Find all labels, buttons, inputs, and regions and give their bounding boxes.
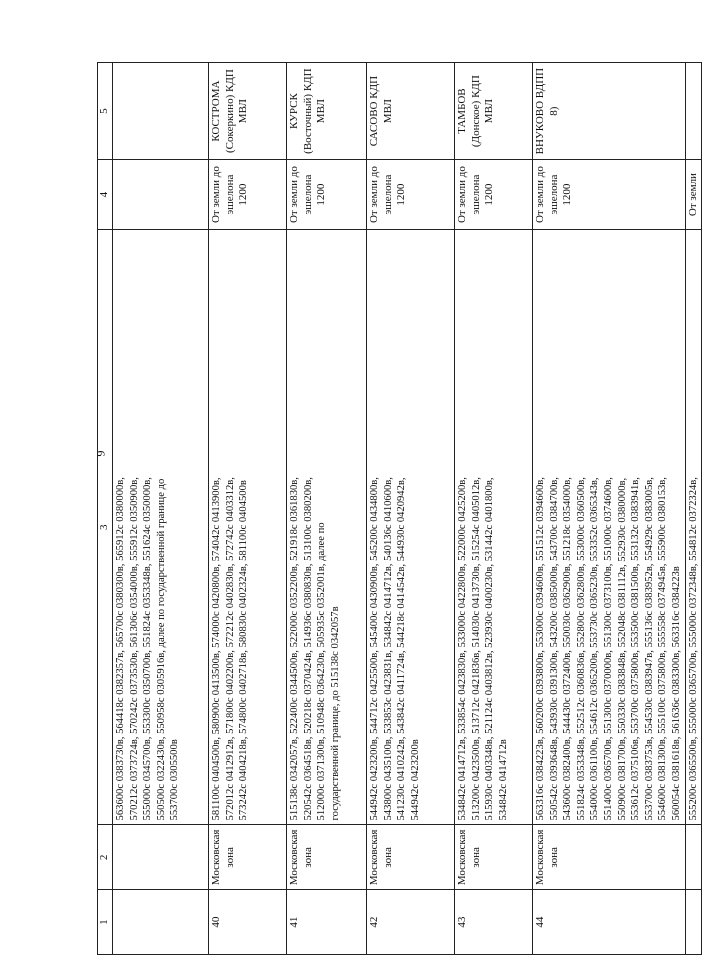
boundary-coordinates — [287, 229, 367, 824]
control-unit — [685, 63, 702, 160]
coordinate-line: 534842с 0414712в, 533854с 0423830в, 533000с 0422800в, 522000с 0425200в, — [457, 477, 468, 821]
row-number: 44 — [533, 890, 686, 955]
coordinate-line: 554000с 0361100в, 554612с 0365200в, 553730с 0365230в, 553352с 0365343в, — [589, 477, 601, 821]
coordinate-line: 570212с 0373724в, 570242с 0373530в, 561306с 0354000в, 555912с 0350900в, — [128, 477, 140, 821]
table-row — [455, 63, 533, 955]
zone-name: Московская зона — [287, 825, 367, 890]
coordinate-line: 563316с 0384223в, 560200с 0393800в, 553000с 0394600в, 551512с 0394600в, — [535, 477, 546, 821]
zone-name — [685, 825, 702, 890]
table-row — [367, 63, 455, 955]
table-row — [287, 63, 367, 955]
row-number: 43 — [455, 890, 533, 955]
coordinate-line: 553700с 0305500в — [169, 739, 181, 821]
coordinate-line: 572012с 0412912в, 571800с 0402200в, 572212с 0402830в, 572742с 0403312в, — [224, 477, 236, 821]
airspace-zones-table — [97, 62, 702, 955]
coordinate-line: 555200с 0365500в, 555000с 0365700в, 555000с 0372348в, 554812с 0372324в, — [687, 477, 699, 821]
zone-name — [113, 825, 209, 890]
zone-name: Московская зона — [209, 825, 287, 890]
table-row — [533, 63, 686, 955]
coordinate-line: 551400с 0365700в, 551300с 0370000в, 551300с 0373100в, 551000с 0374600в, — [602, 477, 614, 821]
coordinate-line: 520542с 0364518в, 520218с 0370424в, 514936с 0380830в, 513100с 0380200в, — [302, 477, 314, 821]
coordinate-line: 563600с 0383730в, 564418с 0382357в, 565700с 0380300в, 565912с 0380000в, — [115, 477, 126, 821]
header-col-1: 1 — [98, 890, 113, 955]
altitude-limits: От земли до эшелона 1200 — [367, 160, 455, 230]
coordinate-line: 513200с 0423500в, 513712с 0421836в, 514030с 0413730в, 515254с 0405012в, — [470, 477, 482, 821]
altitude-limits: От земли до эшелона 1200 — [533, 160, 686, 230]
coordinate-line: 544942с 0423200в — [409, 739, 421, 821]
coordinate-line: 544942с 0423200в, 544712с 0425500в, 545400с 0430900в, 545200с 0434800в, — [369, 477, 380, 821]
coordinate-line: государственной границе, до 515138с 0342057в — [329, 606, 341, 821]
row-number — [685, 890, 702, 955]
coordinate-line: 554600с 0381300в, 555100с 0375800в, 555558с 0374945в, 555900с 0380153в, — [657, 477, 669, 821]
coordinate-line: 550542с 0393648в, 543930с 0391300в, 543200с 0385000в, 543700с 0384700в, — [548, 477, 560, 821]
control-unit: ВНУКОВО ВДПП 8) — [533, 63, 686, 160]
header-col-4: 4 — [98, 160, 113, 230]
coordinate-line: 553612с 0375106в, 553700с 0375800в, 553500с 0381500в, 553132с 0383941в, — [630, 477, 642, 821]
row-number: 40 — [209, 890, 287, 955]
row-number: 41 — [287, 890, 367, 955]
altitude-limits: От земли до эшелона 1200 — [287, 160, 367, 230]
control-unit: КОСТРОМА (Сокеркино) КДП МВЛ — [209, 63, 287, 160]
document-table-sheet — [97, 62, 699, 955]
control-unit: ТАМБОВ (Донское) КДП МВЛ — [455, 63, 533, 160]
coordinate-line: 551824с 0353348в, 552512с 0360836в, 552800с 0362800в, 553000с 0360500в, — [575, 477, 587, 821]
header-col-2: 2 — [98, 825, 113, 890]
altitude-limits: От земли — [685, 160, 702, 230]
boundary-coordinates — [209, 229, 287, 824]
row-number: 42 — [367, 890, 455, 955]
zone-name: Московская зона — [367, 825, 455, 890]
coordinate-line: 541230с 0410242в, 543842с 0411724в, 544218с 0414542в, 544930с 0420942в, — [396, 477, 408, 821]
coordinate-line: 555000с 0345700в, 553300с 0350700в, 551824с 0353348в, 551624с 0350000в, — [142, 477, 154, 821]
table-row — [685, 63, 702, 955]
coordinate-line: 543600с 0382400в, 544430с 0372400в, 550030с 0362900в, 551218с 0354000в, — [562, 477, 574, 821]
zone-name: Московская зона — [533, 825, 686, 890]
boundary-coordinates — [367, 229, 455, 824]
coordinate-line: 512000с 0371300в, 510948с 0364230в, 505935с 0352001в, далее по — [316, 522, 328, 821]
coordinate-line: 550900с 0381700в, 550330с 0383848в, 552048с 0381112в, 552930с 0380000в, — [616, 477, 628, 821]
header-col-5: 5 — [98, 63, 113, 160]
header-col-3: 3 — [98, 229, 113, 824]
page-number: 9 — [93, 450, 108, 457]
table-row — [113, 63, 209, 955]
coordinate-line: 543800с 0435100в, 533853с 0423831в, 534842с 0414712в, 540136с 0410600в, — [382, 477, 394, 821]
boundary-coordinates — [113, 229, 209, 824]
coordinate-line: 515138с 0342057в, 522400с 0344500в, 522000с 0352200в, 521918с 0361830в, — [289, 477, 300, 821]
boundary-coordinates — [533, 229, 686, 824]
control-unit: КУРСК (Восточный) КДП МВЛ — [287, 63, 367, 160]
altitude-limits — [113, 160, 209, 230]
coordinate-line: 534842с 0414712в — [497, 739, 509, 821]
coordinate-line: 553700с 0383753в, 554530с 0383947в, 555136с 0383952в, 554929с 0383005в, — [643, 477, 655, 821]
boundary-coordinates — [685, 229, 702, 824]
zone-name: Московская зона — [455, 825, 533, 890]
row-number — [113, 890, 209, 955]
header-row — [98, 63, 113, 955]
boundary-coordinates — [455, 229, 533, 824]
table-row — [209, 63, 287, 955]
altitude-limits: От земли до эшелона 1200 — [455, 160, 533, 230]
coordinate-line: 550500с 0322430в, 550958с 0305916в, далее по государственной границе до — [155, 478, 167, 821]
coordinate-line: 573242с 0404218в, 574800с 0402718в, 580830с 0402324в, 581100с 0404500в — [238, 480, 250, 821]
coordinate-line: 515930с 0403348в, 521124с 0403812в, 523930с 0400230в, 531442с 0401800в, — [484, 477, 496, 821]
altitude-limits: От земли до эшелона 1200 — [209, 160, 287, 230]
coordinate-line: 581100с 0404500в, 580900с 0413500в, 574000с 0420800в, 574042с 0413900в, — [211, 477, 222, 821]
coordinate-line: 560054с 0381618в, 561636с 0383300в, 563316с 0384223в — [670, 566, 682, 821]
control-unit: САСОВО КДП МВЛ — [367, 63, 455, 160]
control-unit — [113, 63, 209, 160]
